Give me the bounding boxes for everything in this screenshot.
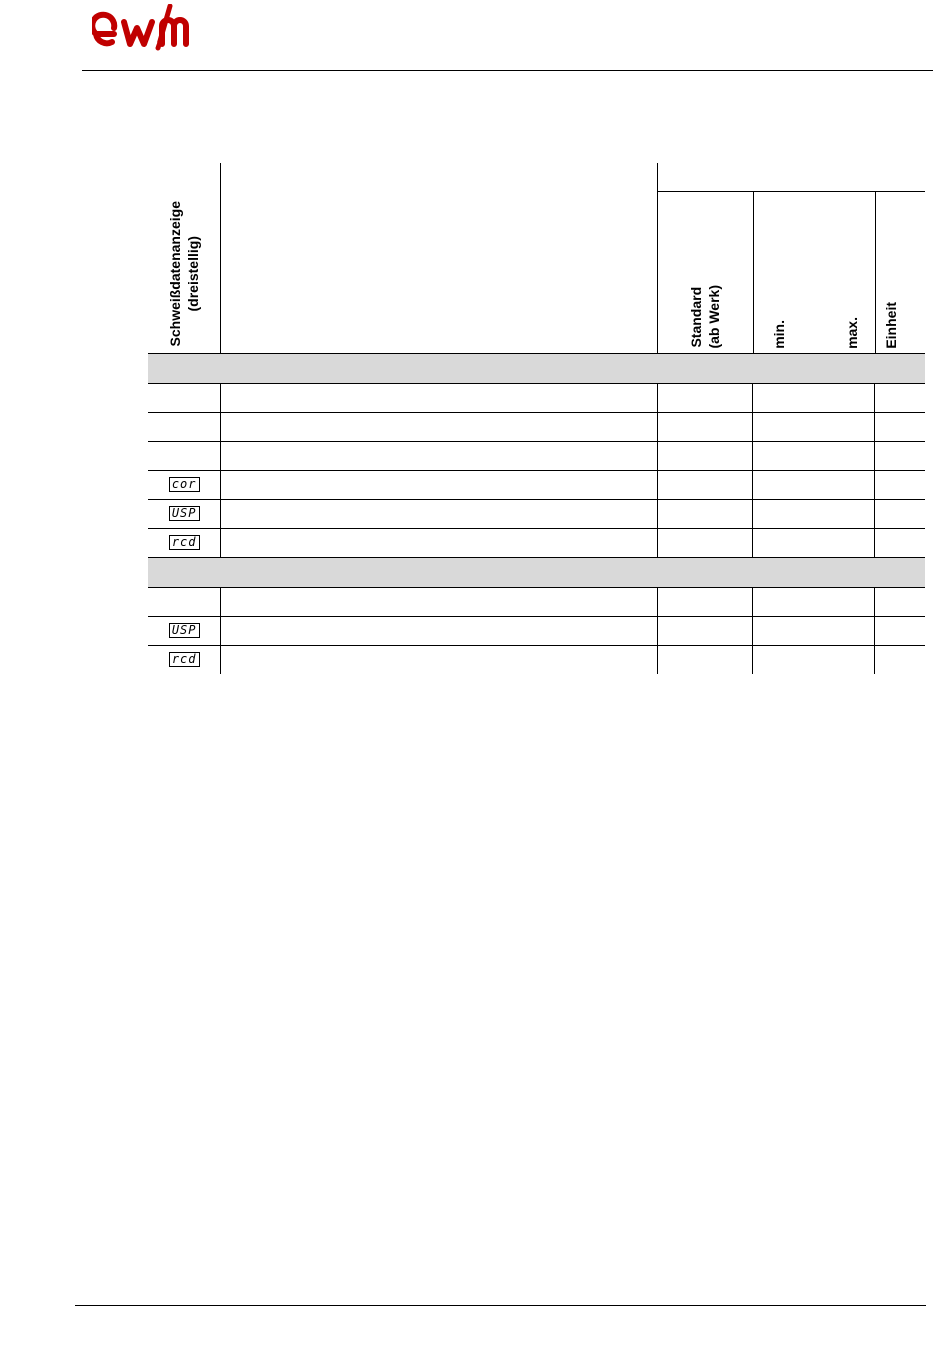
max-cell: [813, 413, 874, 442]
max-cell: [813, 646, 874, 675]
standard-cell: [657, 588, 752, 617]
min-cell: [752, 500, 813, 529]
min-cell: [752, 588, 813, 617]
parameter-table: [148, 163, 925, 674]
column-header-unit: Einheit: [882, 302, 899, 349]
display-cell: [148, 413, 220, 442]
ewm-logo-graphic: [92, 4, 222, 52]
table-row: [148, 442, 925, 471]
max-cell: [813, 500, 874, 529]
standard-cell: [657, 384, 752, 413]
description-cell: [220, 413, 657, 442]
table-row: [148, 646, 925, 675]
display-cell: [148, 500, 220, 529]
table-row: [148, 413, 925, 442]
description-cell: [220, 617, 657, 646]
ewm-logo: [92, 4, 222, 57]
standard-cell: [657, 442, 752, 471]
column-header-display: [148, 163, 220, 354]
display-cell: [148, 617, 220, 646]
unit-cell: [874, 500, 925, 529]
min-cell: [752, 471, 813, 500]
standard-cell: [657, 617, 752, 646]
max-cell: [813, 442, 874, 471]
standard-cell: [657, 471, 752, 500]
seven-segment-code: rcd: [169, 652, 200, 667]
min-cell: [752, 413, 813, 442]
description-cell: [220, 588, 657, 617]
column-header-max: max.: [815, 192, 876, 353]
display-cell: [148, 384, 220, 413]
table-row: [148, 588, 925, 617]
unit-cell: [874, 588, 925, 617]
max-cell: [813, 529, 874, 558]
unit-cell: [874, 617, 925, 646]
max-cell: [813, 617, 874, 646]
max-cell: [813, 471, 874, 500]
display-cell: [148, 588, 220, 617]
min-cell: [752, 442, 813, 471]
column-header-standard: Standard (ab Werk): [658, 192, 754, 353]
min-cell: [752, 617, 813, 646]
unit-cell: [874, 384, 925, 413]
column-header-description: [220, 163, 657, 354]
table-row: [148, 617, 925, 646]
unit-cell: [874, 646, 925, 675]
table-group-row: [148, 558, 925, 588]
standard-cell: [657, 413, 752, 442]
table-row: [148, 384, 925, 413]
table-header-row: [148, 163, 925, 354]
min-cell: [752, 646, 813, 675]
seven-segment-code: cor: [169, 477, 200, 492]
min-cell: [752, 384, 813, 413]
display-cell: [148, 471, 220, 500]
max-cell: [813, 588, 874, 617]
group-header-cell: [148, 354, 925, 384]
display-cell: [148, 529, 220, 558]
max-cell: [813, 384, 874, 413]
standard-cell: [657, 646, 752, 675]
header-rule: [82, 70, 933, 71]
description-cell: [220, 500, 657, 529]
standard-cell: [657, 500, 752, 529]
footer-rule: [75, 1305, 926, 1306]
column-header-values: [657, 163, 925, 354]
description-cell: [220, 442, 657, 471]
unit-cell: [874, 471, 925, 500]
min-cell: [752, 529, 813, 558]
unit-cell: [874, 529, 925, 558]
column-header-display-text: Schweißdatenanzeige (dreistellig): [166, 200, 201, 346]
description-cell: [220, 529, 657, 558]
table-row: [148, 471, 925, 500]
description-cell: [220, 471, 657, 500]
description-cell: [220, 646, 657, 675]
standard-cell: [657, 529, 752, 558]
display-cell: [148, 442, 220, 471]
group-header-cell: [148, 558, 925, 588]
seven-segment-code: USP: [169, 506, 200, 521]
unit-cell: [874, 413, 925, 442]
unit-cell: [874, 442, 925, 471]
table-group-row: [148, 354, 925, 384]
table-row: [148, 529, 925, 558]
description-cell: [220, 384, 657, 413]
column-header-min: min.: [770, 320, 787, 349]
seven-segment-code: USP: [169, 623, 200, 638]
table-row: [148, 500, 925, 529]
display-cell: [148, 646, 220, 675]
seven-segment-code: rcd: [169, 535, 200, 550]
